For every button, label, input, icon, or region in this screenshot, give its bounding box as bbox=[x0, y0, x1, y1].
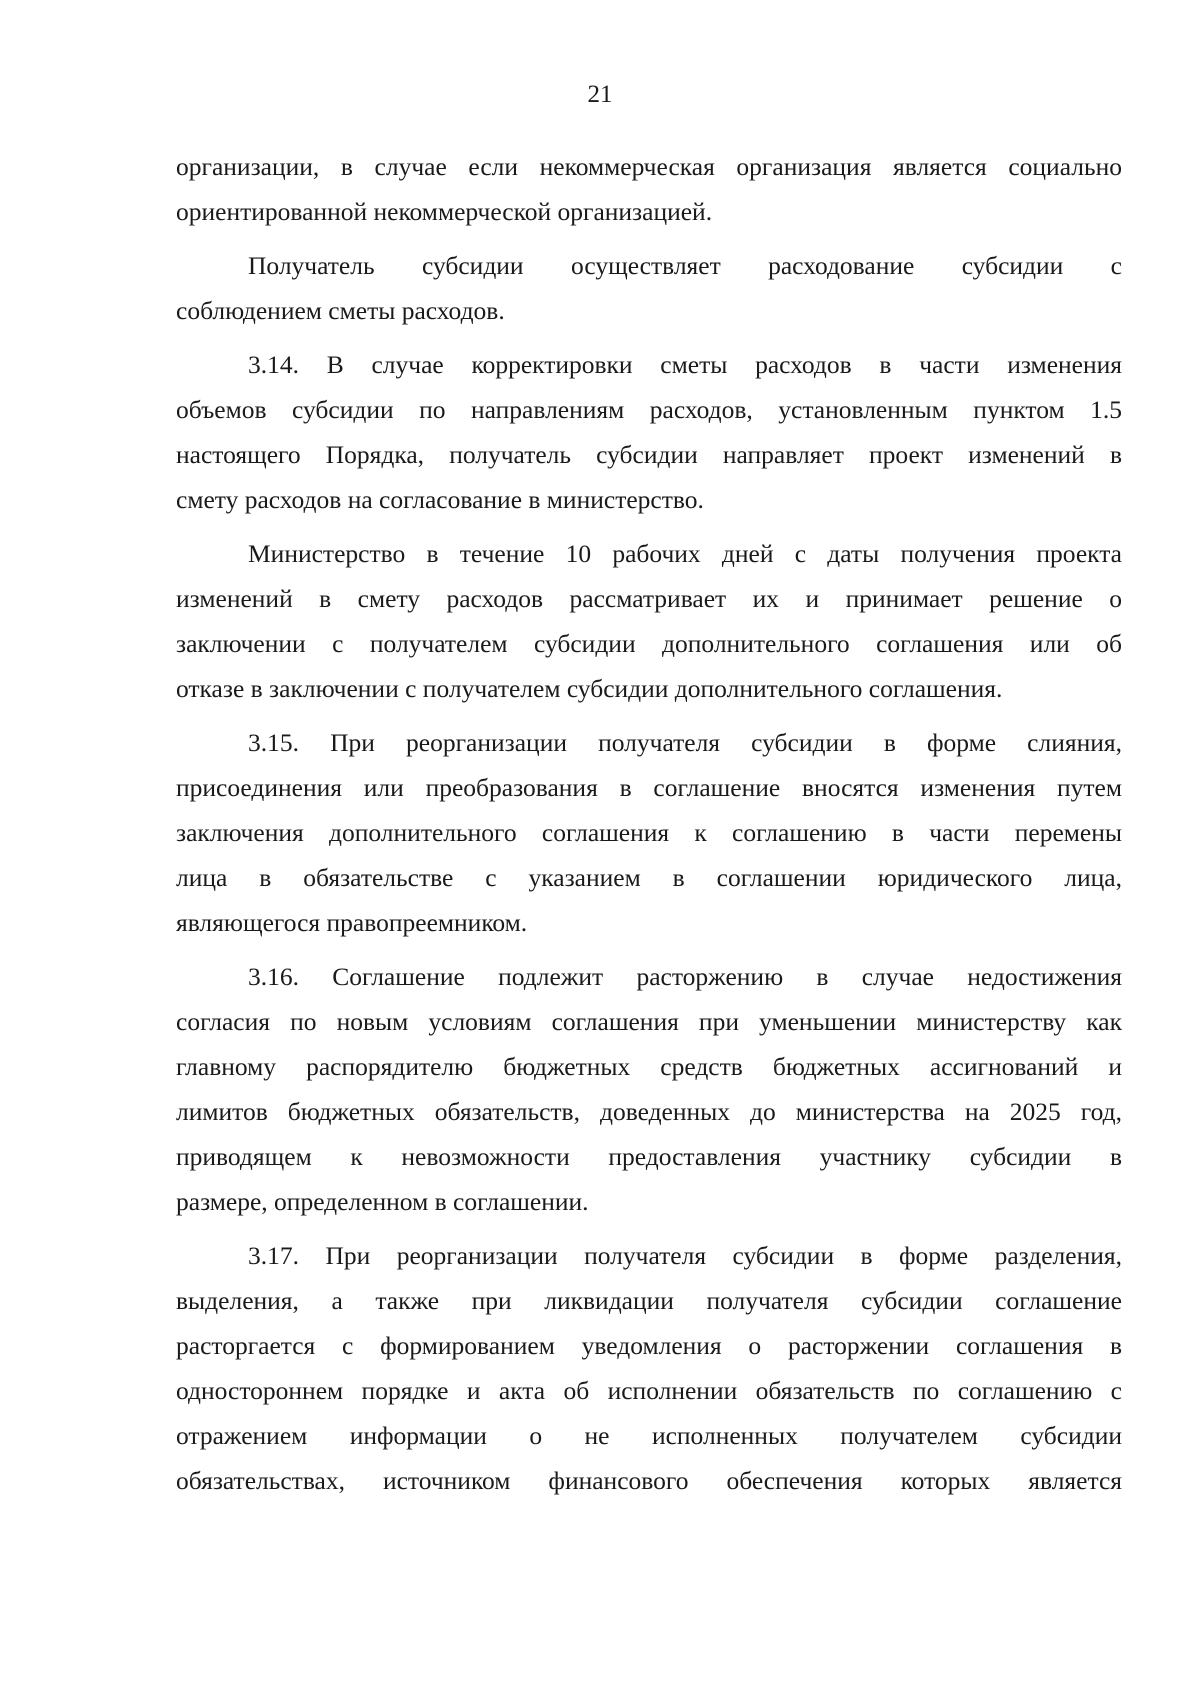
paragraph bbox=[176, 954, 1122, 1224]
text-line: приводящем к невозможности предоставления участнику субсидии в bbox=[176, 1142, 1122, 1171]
text-line: объемов субсидии по направлениям расходов, установленным пунктом 1.5 bbox=[176, 395, 1122, 424]
text-line: размере, определенном в соглашении. bbox=[176, 1187, 589, 1216]
text-line: выделения, а также при ликвидации получателя субсидии соглашение bbox=[176, 1286, 1122, 1315]
text-line: изменений в смету расходов рассматривает их и принимает решение о bbox=[176, 584, 1122, 613]
text-line: 3.14. В случае корректировки сметы расходов в части изменения bbox=[248, 350, 1122, 379]
text-line: отказе в заключении с получателем субсидии дополнительного соглашения. bbox=[176, 674, 1003, 703]
text-line: заключении с получателем субсидии дополнительного соглашения или об bbox=[176, 629, 1122, 658]
paragraph bbox=[176, 531, 1122, 711]
paragraph bbox=[176, 720, 1122, 945]
text-line: заключения дополнительного соглашения к соглашению в части перемены bbox=[176, 818, 1122, 847]
text-line: Министерство в течение 10 рабочих дней с даты получения проекта bbox=[248, 539, 1122, 568]
text-line: 3.16. Соглашение подлежит расторжению в случае недостижения bbox=[248, 962, 1122, 991]
paragraph bbox=[176, 144, 1122, 234]
text-line: настоящего Порядка, получатель субсидии направляет проект изменений в bbox=[176, 440, 1122, 469]
document-body bbox=[176, 144, 1122, 1503]
text-line: отражением информации о не исполненных получателем субсидии bbox=[176, 1421, 1122, 1450]
text-line: организации, в случае если некоммерческая организация является социально bbox=[176, 152, 1122, 181]
text-line: соблюдением сметы расходов. bbox=[176, 296, 505, 325]
paragraph bbox=[176, 342, 1122, 522]
text-line: смету расходов на согласование в министерство. bbox=[176, 485, 704, 514]
text-line: лица в обязательстве с указанием в соглашении юридического лица, bbox=[176, 863, 1122, 892]
text-line: обязательствах, источником финансового обеспечения которых является bbox=[176, 1466, 1122, 1495]
text-line: ориентированной некоммерческой организацией. bbox=[176, 197, 713, 226]
paragraph bbox=[176, 1233, 1122, 1503]
text-line: согласия по новым условиям соглашения при уменьшении министерству как bbox=[176, 1007, 1122, 1036]
page-number: 21 bbox=[587, 81, 613, 108]
text-line: 3.17. При реорганизации получателя субсидии в форме разделения, bbox=[248, 1241, 1122, 1270]
text-line: присоединения или преобразования в соглашение вносятся изменения путем bbox=[176, 773, 1122, 802]
text-line: 3.15. При реорганизации получателя субсидии в форме слияния, bbox=[248, 728, 1122, 757]
paragraph bbox=[176, 243, 1122, 333]
text-line: расторгается с формированием уведомления о расторжении соглашения в bbox=[176, 1331, 1122, 1360]
text-line: одностороннем порядке и акта об исполнении обязательств по соглашению с bbox=[176, 1376, 1122, 1405]
text-line: лимитов бюджетных обязательств, доведенных до министерства на 2025 год, bbox=[176, 1097, 1122, 1126]
text-line: Получатель субсидии осуществляет расходование субсидии с bbox=[248, 251, 1122, 280]
text-line: являющегося правопреемником. bbox=[176, 908, 528, 937]
text-line: главному распорядителю бюджетных средств бюджетных ассигнований и bbox=[176, 1052, 1122, 1081]
